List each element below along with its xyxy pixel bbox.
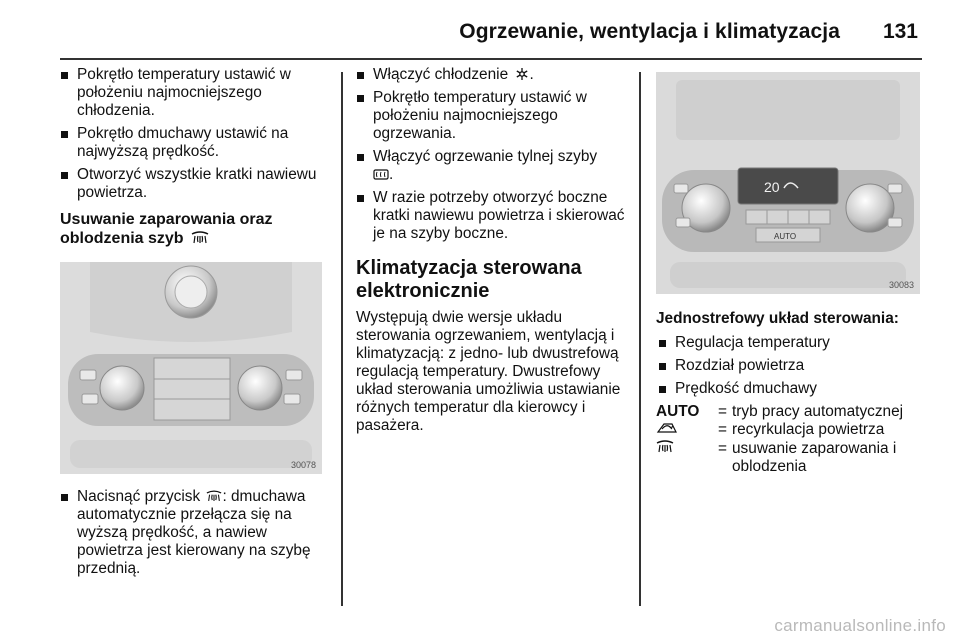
list-item: Rozdział powietrza <box>658 357 926 375</box>
legend-row <box>656 421 926 440</box>
legend-value: usuwanie zaparowania i oblodzenia <box>732 440 897 475</box>
legend-equals: = <box>718 421 727 438</box>
figure-30078 <box>60 262 322 474</box>
display-temperature: 20 <box>764 179 780 195</box>
bullet-list <box>60 488 328 578</box>
bullet-list <box>658 334 926 398</box>
legend-row <box>656 440 926 476</box>
rear-window-heating-icon <box>373 169 389 181</box>
list-item: Prędkość dmuchawy <box>658 380 926 398</box>
column-2 <box>356 66 638 435</box>
subheading-defrost: Usuwanie zaparowania oraz oblodzenia szyb <box>60 211 273 247</box>
header-rule <box>60 58 922 60</box>
figure-code: 30078 <box>290 460 316 470</box>
climate-panel-illustration <box>656 72 920 294</box>
legend-value: recyrkulacja powietrza <box>732 421 885 438</box>
list-item: Pokrętło dmuchawy ustawić na najwyższą prędkość. <box>60 125 328 161</box>
list-item: Włączyć ogrzewanie tylnej szyby . <box>356 148 638 184</box>
control-panel-illustration <box>60 262 322 474</box>
list-item: Nacisnąć przycisk : dmuchawa automatycznie przełącza się na wyższą prędkość, a nawiew powietrza jest kierowany na szybę przednią. <box>60 488 328 578</box>
legend-value: tryb pracy automatycznej <box>732 403 904 420</box>
column-divider <box>639 72 641 606</box>
list-item: Pokrętło temperatury ustawić w położeniu najmocniejszego ogrzewania. <box>356 89 638 143</box>
page-title: Ogrzewanie, wentylacja i klimatyzacja <box>459 20 840 43</box>
bullet-list <box>356 66 638 243</box>
legend-table <box>656 403 926 476</box>
subheading-single-zone: Jednostrefowy układ sterowania: <box>656 310 899 327</box>
defrost-icon <box>191 231 209 245</box>
list-item: Otworzyć wszystkie kratki nawiewu powietrza. <box>60 166 328 202</box>
legend-row <box>656 403 926 421</box>
legend-equals: = <box>718 403 727 420</box>
column-divider <box>341 72 343 606</box>
bullet-list <box>60 66 328 202</box>
section-title: Klimatyzacja sterowana elektronicznie <box>356 257 582 302</box>
page-number: 131 <box>882 20 918 43</box>
defrost-icon <box>206 490 222 503</box>
snowflake-icon <box>515 67 529 81</box>
figure-30083 <box>656 72 920 294</box>
list-item: Włączyć chłodzenie . <box>356 66 638 84</box>
recirculation-icon <box>656 421 678 435</box>
legend-key: AUTO <box>656 403 700 420</box>
column-1 <box>60 66 328 583</box>
list-item: Pokrętło temperatury ustawić w położeniu najmocniejszego chłodzenia. <box>60 66 328 120</box>
column-3 <box>656 66 926 476</box>
watermark: carmanualsonline.info <box>774 616 946 635</box>
page-header <box>60 18 922 54</box>
paragraph: Występują dwie wersje układu sterowania ogrzewaniem, wentylacją i klimatyzacją: z jedno- lub dwustrefową regulacją temperatury. Dwustrefowy układ sterowania umożliwia ustawianie różnych temperatur dla kierowcy i pasażera. <box>356 309 621 434</box>
display-auto-label: AUTO <box>774 232 797 241</box>
list-item: W razie potrzeby otworzyć boczne kratki nawiewu powietrza i skierować je na szyby boczne. <box>356 189 638 243</box>
defrost-icon <box>656 440 674 454</box>
list-item: Regulacja temperatury <box>658 334 926 352</box>
legend-equals: = <box>718 440 727 457</box>
figure-code: 30083 <box>888 280 914 290</box>
